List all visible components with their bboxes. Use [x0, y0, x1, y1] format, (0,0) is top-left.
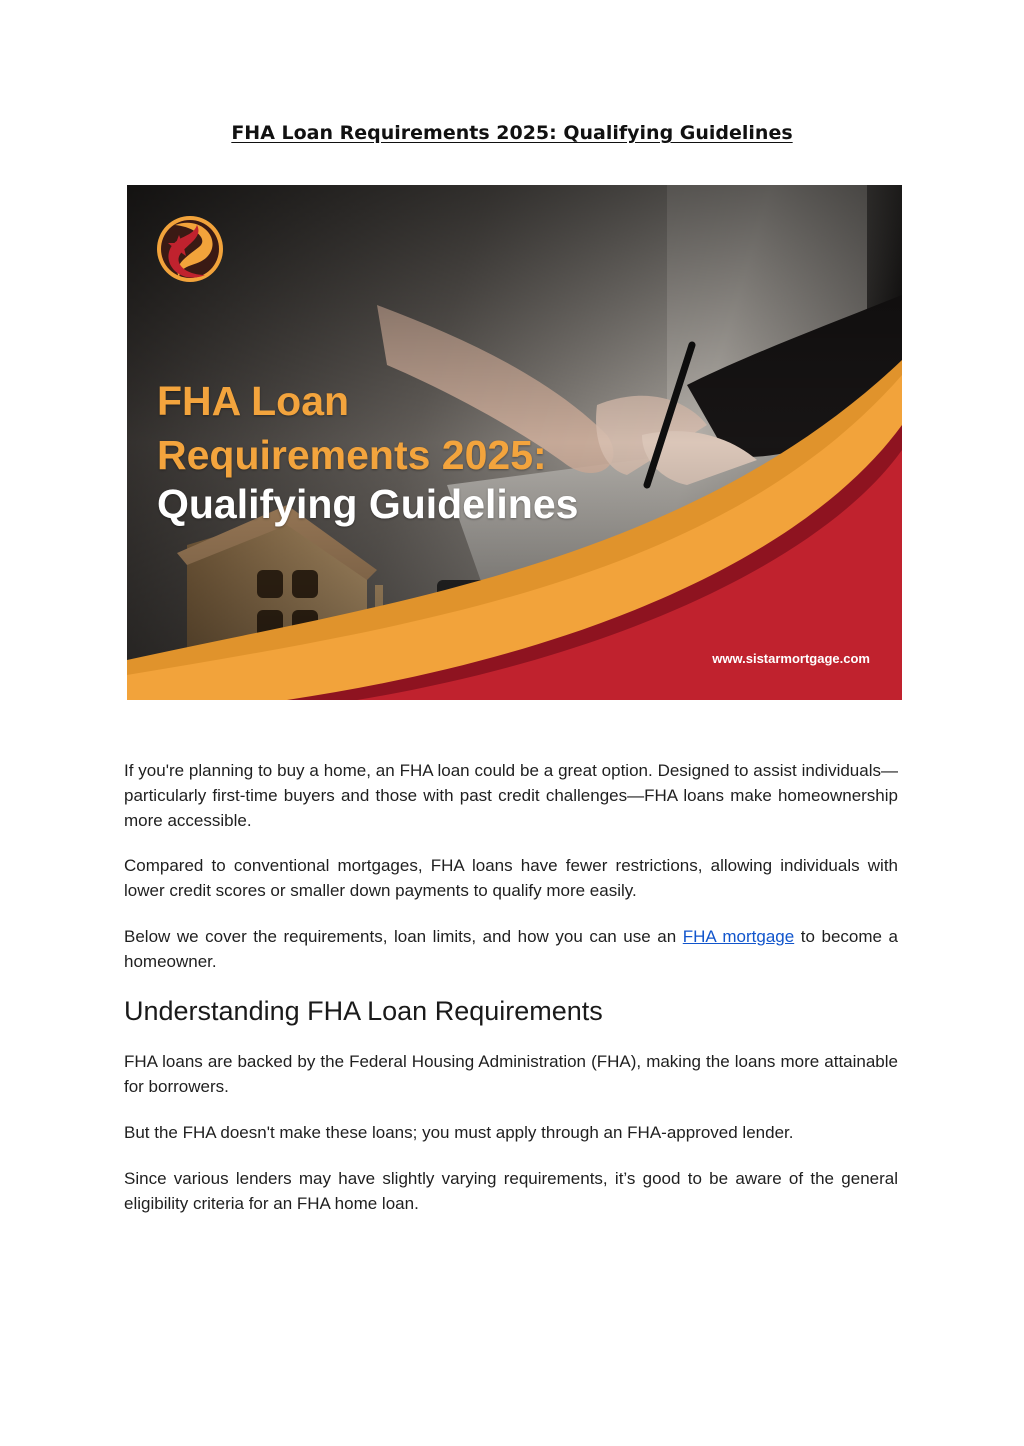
- fha-mortgage-link[interactable]: FHA mortgage: [682, 927, 795, 946]
- hero-title-line-1: FHA Loan: [157, 378, 350, 424]
- section-heading: Understanding FHA Loan Requirements: [124, 996, 603, 1026]
- article-body: [124, 758, 898, 1237]
- hero-title-line-2: Requirements 2025:: [157, 432, 547, 478]
- paragraph-overview-text-end: to become a homeowner.: [124, 927, 899, 971]
- paragraph-overview: [124, 924, 898, 974]
- paragraph-overview-text-start: Below we cover the requirements, loan limits, and how you can use an: [124, 927, 683, 946]
- paragraph-comparison: Compared to conventional mortgages, FHA loans have fewer restrictions, allowing individuals with lower credit scores or smaller down payments to qualify more easily.: [124, 856, 898, 900]
- paragraph-fha-lender: But the FHA doesn't make these loans; you must apply through an FHA-approved lender.: [124, 1123, 794, 1142]
- hero-title-line-3: Qualifying Guidelines: [157, 481, 579, 527]
- hero-website-url: www.sistarmortgage.com: [712, 651, 870, 666]
- paragraph-intro: If you're planning to buy a home, an FHA loan could be a great option. Designed to assist individuals—particularly first-time buyers and those with past credit challenges—FHA loans make homeownership more accessible.: [124, 761, 898, 830]
- paragraph-fha-backing: FHA loans are backed by the Federal Housing Administration (FHA), making the loans more attainable for borrowers.: [124, 1052, 898, 1096]
- paragraph-eligibility: Since various lenders may have slightly varying requirements, it’s good to be aware of the general eligibility criteria for an FHA home loan.: [124, 1169, 898, 1213]
- star-swirl-logo-icon: [157, 216, 223, 282]
- hero-banner-image: [127, 185, 902, 700]
- document-title: FHA Loan Requirements 2025: Qualifying Guidelines: [231, 122, 793, 144]
